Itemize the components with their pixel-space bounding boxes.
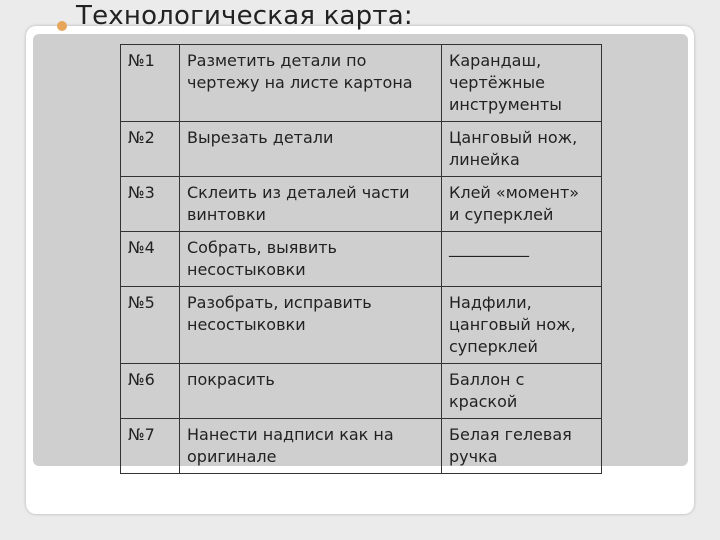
table-row [121,232,602,287]
slide-title: Технологическая карта: [76,1,413,31]
process-table [120,44,602,474]
step-action: Разметить детали по чертежу на листе картона [180,45,442,122]
step-action: Склеить из деталей части винтовки [180,177,442,232]
step-number: №7 [121,419,180,474]
table-row [121,177,602,232]
step-number: №3 [121,177,180,232]
step-tools: Карандаш, чертёжные инструменты [442,45,602,122]
table-row [121,45,602,122]
bullet-icon [57,21,67,31]
step-tools: Клей «момент» и суперклей [442,177,602,232]
step-number: №4 [121,232,180,287]
step-number: №2 [121,122,180,177]
step-tools: Баллон с краской [442,364,602,419]
step-tools: Цанговый нож, линейка [442,122,602,177]
step-action: Разобрать, исправить несостыковки [180,287,442,364]
step-action: Нанести надписи как на оригинале [180,419,442,474]
table-row [121,122,602,177]
table-row [121,364,602,419]
step-action: Вырезать детали [180,122,442,177]
step-number: №6 [121,364,180,419]
step-tools: __________ [442,232,602,287]
step-action: Собрать, выявить несостыковки [180,232,442,287]
table-row [121,287,602,364]
step-action: покрасить [180,364,442,419]
step-tools: Белая гелевая ручка [442,419,602,474]
step-number: №1 [121,45,180,122]
step-number: №5 [121,287,180,364]
step-tools: Надфили, цанговый нож, суперклей [442,287,602,364]
table-row [121,419,602,474]
